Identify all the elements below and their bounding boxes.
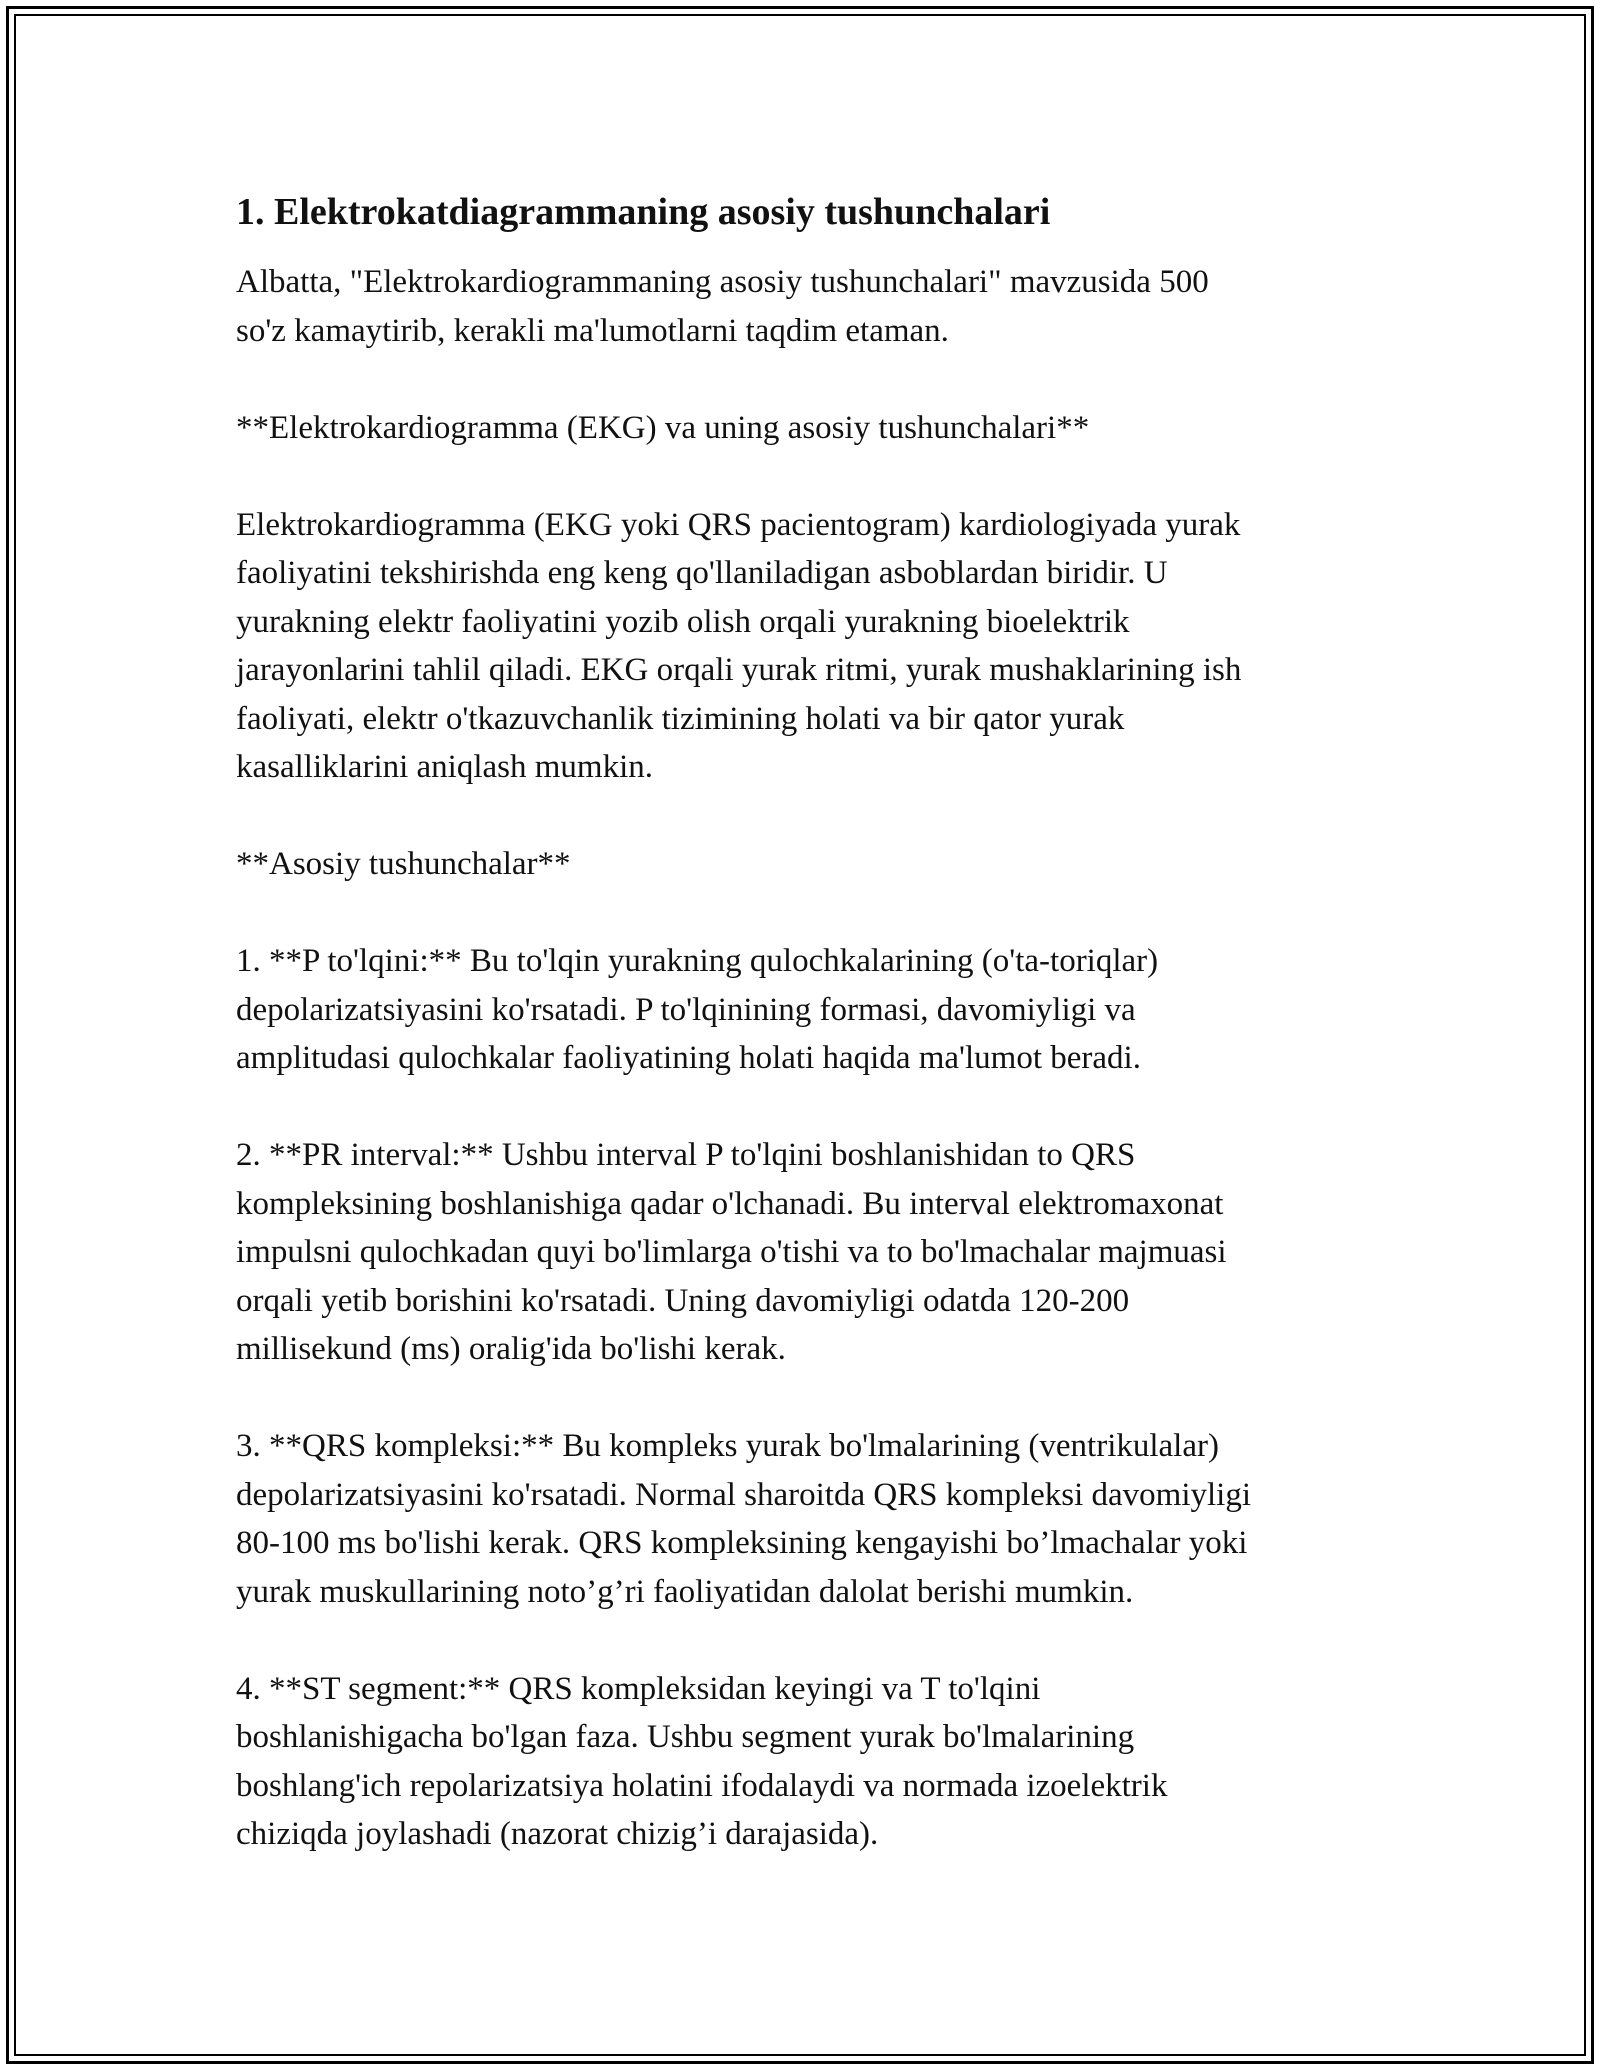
ekg-description-paragraph: Elektrokardiogramma (EKG yoki QRS pacientogram) kardiologiyada yurak faoliyatini tekshirishda eng keng qo'llaniladigan asboblardan biridir. U yurakning elektr faoliyatini yozib olish orqali yurakning bioelektrik jarayonlarini tahlil qiladi. EKG orqali yurak ritmi, yurak mushaklarining ish faoliyati, elektr o'tkazuvchanlik tizimining holati va bir qator yurak kasalliklarini aniqlash mumkin. xyxy=(236,506,1242,785)
list-item-pr-interval: 2. **PR interval:** Ushbu interval P to'lqini boshlanishidan to QRS kompleksining boshlanishiga qadar o'lchanadi. Bu interval elektromaxonat impulsni qulochkadan quyi bo'limlarga o'tishi va to bo'lmachalar majmuasi orqali yetib borishini ko'rsatadi. Uning davomiyligi odatda 120-200 millisekund (ms) oralig'ida bo'lishi kerak. xyxy=(236,1137,1227,1367)
section-heading-concepts: **Asosiy tushunchalar** xyxy=(236,846,571,882)
list-item-qrs-complex: 3. **QRS kompleksi:** Bu kompleks yurak bo'lmalarining (ventrikulalar) depolarizatsiyasini ko'rsatadi. Normal sharoitda QRS kompleksi davomiyligi 80-100 ms bo'lishi kerak. QRS kompleksining kengayishi bo’lmachalar yoki yurak muskullarining noto’g’ri faoliyatidan dalolat berishi mumkin. xyxy=(236,1428,1252,1610)
intro-paragraph: Albatta, "Elektrokardiogrammaning asosiy tushunchalari" mavzusida 500 so'z kamaytirib, kerakli ma'lumotlarni taqdim etaman. xyxy=(236,264,1209,349)
document-body xyxy=(236,186,1376,1907)
list-item-p-wave: 1. **P to'lqini:** Bu to'lqin yurakning qulochkalarining (o'ta-toriqlar) depolarizatsiyasini ko'rsatadi. P to'lqinining formasi, davomiyligi va amplitudasi qulochkalar faoliyatining holati haqida ma'lumot beradi. xyxy=(236,943,1159,1076)
list-item-st-segment: 4. **ST segment:** QRS kompleksidan keyingi va T to'lqini boshlanishigacha bo'lgan faza. Ushbu segment yurak bo'lmalarining boshlang'ich repolarizatsiya holatini ifodalaydi va normada izoelektrik chiziqda joylashadi (nazorat chizig’i darajasida). xyxy=(236,1670,1168,1852)
page-title: 1. Elektrokatdiagrammaning asosiy tushunchalari xyxy=(236,191,1051,233)
section-heading-ekg: **Elektrokardiogramma (EKG) va uning asosiy tushunchalari** xyxy=(236,409,1090,446)
